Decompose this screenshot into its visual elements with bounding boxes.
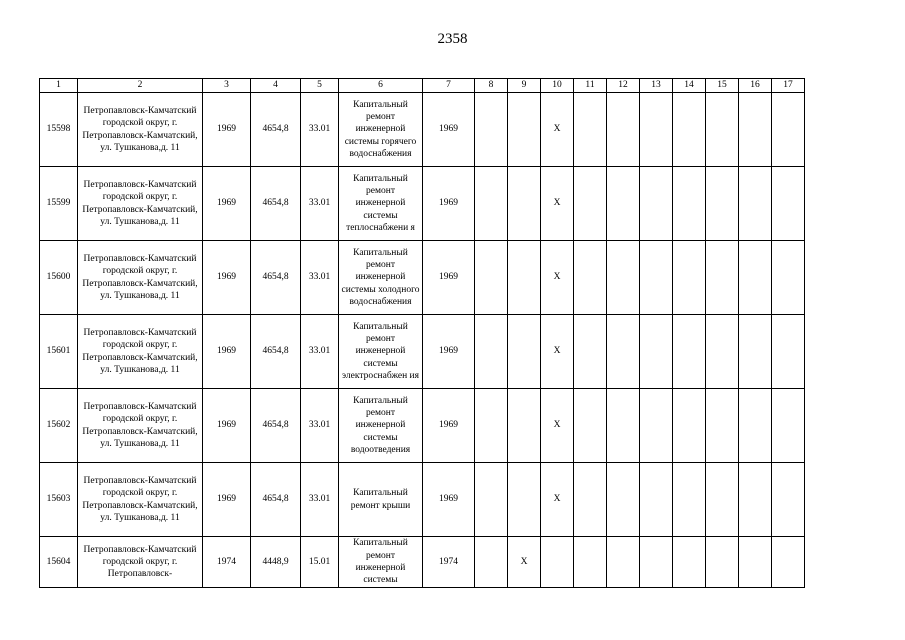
row-work: Капитальный ремонт инженерной системы холодного водоснабжения [339,241,423,315]
empty-cell [574,537,607,588]
row-period: 1974 [423,537,475,588]
row-code: 33.01 [301,315,339,389]
page-number: 2358 [437,31,468,47]
row-period: 1969 [423,389,475,463]
row-code: 33.01 [301,93,339,167]
row-period: 1969 [423,241,475,315]
empty-cell [607,241,640,315]
empty-cell [706,167,739,241]
table-row [40,315,805,389]
empty-cell [574,389,607,463]
row-col-9 [508,241,541,315]
row-col-8 [475,167,508,241]
row-year: 1969 [203,167,251,241]
empty-cell [574,241,607,315]
empty-cell [574,167,607,241]
column-header: 8 [475,79,508,93]
empty-cell [574,315,607,389]
empty-cell [706,241,739,315]
column-header: 2 [78,79,203,93]
row-year: 1974 [203,537,251,588]
row-period: 1969 [423,93,475,167]
row-id: 15600 [40,241,78,315]
table-row [40,537,805,588]
column-header: 9 [508,79,541,93]
empty-cell [574,93,607,167]
column-header: 6 [339,79,423,93]
table-row [40,463,805,537]
empty-cell [772,537,805,588]
table-row [40,389,805,463]
empty-cell [739,93,772,167]
empty-cell [706,93,739,167]
row-col-10: Х [541,241,574,315]
row-col-10: Х [541,167,574,241]
row-address: Петропавловск-Камчатский городской округ, г. Петропавловск-Камчатский, ул. Тушканова,д. 11 [78,315,203,389]
empty-cell [673,389,706,463]
column-header: 17 [772,79,805,93]
row-col-8 [475,241,508,315]
column-header: 3 [203,79,251,93]
row-area: 4654,8 [251,167,301,241]
row-area: 4654,8 [251,389,301,463]
row-col-10: Х [541,463,574,537]
row-year: 1969 [203,315,251,389]
row-work: Капитальный ремонт инженерной системы электроснабжен ия [339,315,423,389]
empty-cell [772,315,805,389]
row-col-9 [508,93,541,167]
empty-cell [673,537,706,588]
row-col-9 [508,389,541,463]
row-period: 1969 [423,315,475,389]
empty-cell [607,389,640,463]
empty-cell [706,389,739,463]
row-col-8 [475,315,508,389]
column-header: 10 [541,79,574,93]
row-address: Петропавловск-Камчатский городской округ, г. Петропавловск-Камчатский, ул. Тушканова,д. 11 [78,167,203,241]
table-row [40,93,805,167]
empty-cell [673,167,706,241]
row-work: Капитальный ремонт инженерной системы горячего водоснабжения [339,93,423,167]
empty-cell [739,167,772,241]
column-header: 16 [739,79,772,93]
column-header: 13 [640,79,673,93]
empty-cell [739,241,772,315]
empty-cell [673,463,706,537]
column-header: 14 [673,79,706,93]
empty-cell [673,315,706,389]
row-work: Капитальный ремонт крыши [339,463,423,537]
column-header: 1 [40,79,78,93]
row-area: 4654,8 [251,315,301,389]
column-header: 4 [251,79,301,93]
row-work: Капитальный ремонт инженерной системы теплоснабжени я [339,167,423,241]
row-col-8 [475,93,508,167]
table-row [40,167,805,241]
row-col-10: Х [541,389,574,463]
row-col-9: Х [508,537,541,588]
row-period: 1969 [423,463,475,537]
row-year: 1969 [203,463,251,537]
row-code: 33.01 [301,167,339,241]
row-col-9 [508,315,541,389]
empty-cell [772,93,805,167]
row-id: 15603 [40,463,78,537]
empty-cell [739,537,772,588]
row-address: Петропавловск-Камчатский городской округ, г. Петропавловск-Камчатский, ул. Тушканова,д. 11 [78,241,203,315]
empty-cell [640,389,673,463]
empty-cell [640,463,673,537]
row-col-10: Х [541,93,574,167]
row-col-9 [508,463,541,537]
table-row [40,241,805,315]
empty-cell [739,389,772,463]
column-number-row [40,79,805,93]
empty-cell [607,315,640,389]
row-address: Петропавловск-Камчатский городской округ, г. Петропавловск- [78,537,203,588]
empty-cell [706,537,739,588]
empty-cell [607,463,640,537]
empty-cell [706,463,739,537]
empty-cell [772,389,805,463]
empty-cell [739,463,772,537]
empty-cell [772,241,805,315]
row-year: 1969 [203,241,251,315]
row-col-8 [475,389,508,463]
row-work: Капитальный ремонт инженерной системы [339,537,423,588]
row-id: 15601 [40,315,78,389]
column-header: 11 [574,79,607,93]
row-code: 33.01 [301,389,339,463]
row-area: 4448,9 [251,537,301,588]
row-year: 1969 [203,93,251,167]
empty-cell [574,463,607,537]
row-work: Капитальный ремонт инженерной системы водоотведения [339,389,423,463]
row-address: Петропавловск-Камчатский городской округ, г. Петропавловск-Камчатский, ул. Тушканова,д. 11 [78,93,203,167]
row-col-8 [475,463,508,537]
row-period: 1969 [423,167,475,241]
empty-cell [640,241,673,315]
column-header: 15 [706,79,739,93]
empty-cell [640,537,673,588]
row-id: 15602 [40,389,78,463]
row-code: 33.01 [301,241,339,315]
empty-cell [673,93,706,167]
column-header: 12 [607,79,640,93]
row-col-10 [541,537,574,588]
empty-cell [706,315,739,389]
row-id: 15604 [40,537,78,588]
empty-cell [673,241,706,315]
row-code: 33.01 [301,463,339,537]
empty-cell [607,93,640,167]
row-area: 4654,8 [251,463,301,537]
row-address: Петропавловск-Камчатский городской округ, г. Петропавловск-Камчатский, ул. Тушканова,д. 11 [78,463,203,537]
empty-cell [739,315,772,389]
empty-cell [607,167,640,241]
row-address: Петропавловск-Камчатский городской округ, г. Петропавловск-Камчатский, ул. Тушканова,д. 11 [78,389,203,463]
registry-table [39,78,805,588]
empty-cell [640,93,673,167]
row-col-8 [475,537,508,588]
row-area: 4654,8 [251,241,301,315]
empty-cell [772,463,805,537]
empty-cell [640,315,673,389]
column-header: 5 [301,79,339,93]
row-code: 15.01 [301,537,339,588]
row-id: 15598 [40,93,78,167]
row-id: 15599 [40,167,78,241]
row-col-9 [508,167,541,241]
row-col-10: Х [541,315,574,389]
empty-cell [607,537,640,588]
empty-cell [772,167,805,241]
column-header: 7 [423,79,475,93]
empty-cell [640,167,673,241]
row-area: 4654,8 [251,93,301,167]
row-year: 1969 [203,389,251,463]
